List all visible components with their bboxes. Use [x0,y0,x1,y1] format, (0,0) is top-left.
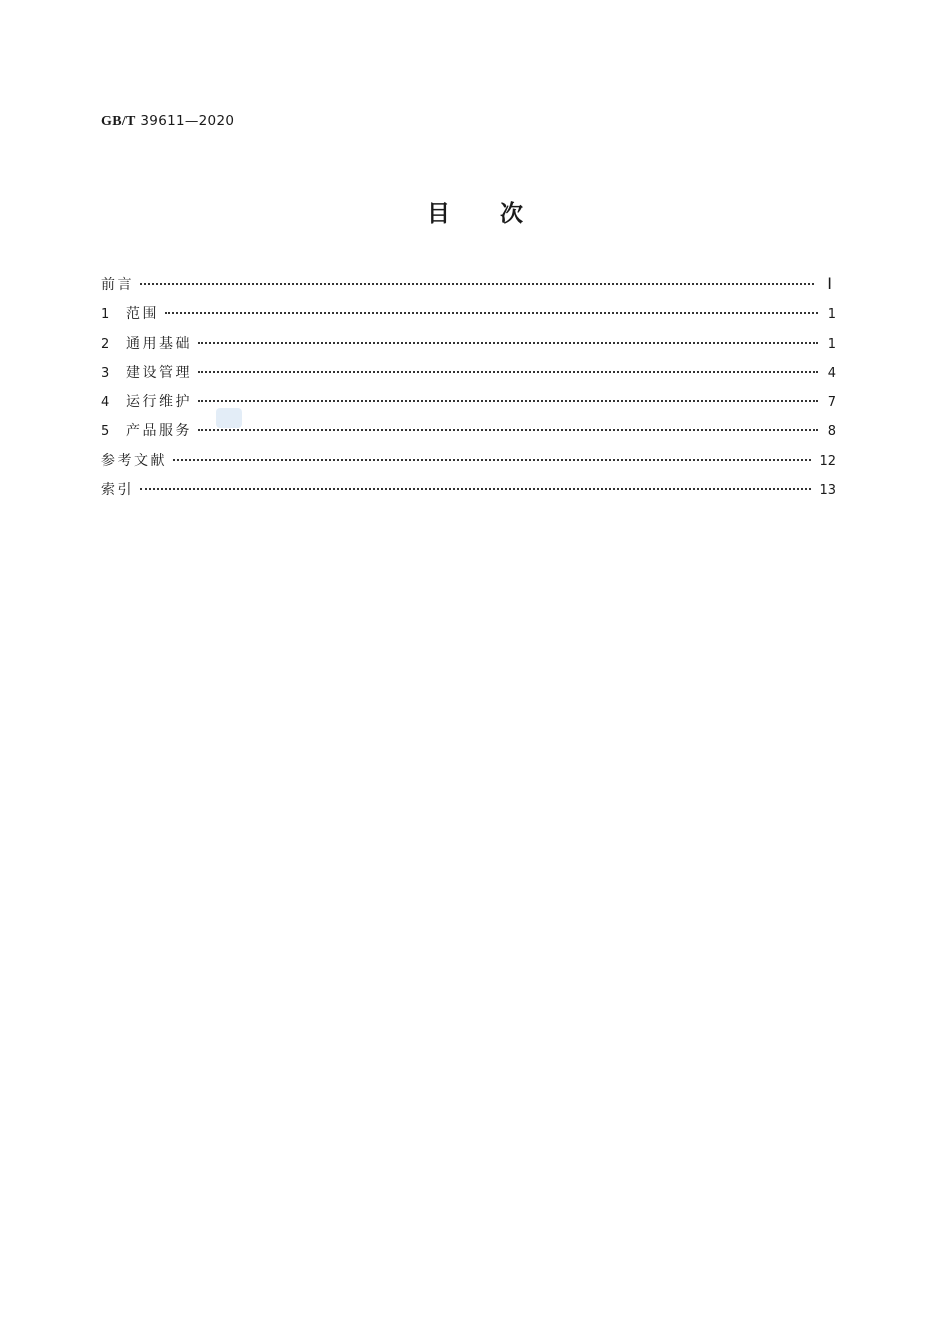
toc-entry-operation-maintenance[interactable] [101,391,836,420]
toc-entry-label: 范围 [126,306,159,323]
toc-entry-page: Ⅰ [827,276,832,293]
toc-entry-page: 8 [827,424,836,440]
toc-entry-label: 参考文献 [101,452,167,469]
dot-leader [140,488,811,490]
toc-entry-number: 1 [101,307,110,323]
toc-title [0,195,950,228]
toc-entry-label: 前言 [101,277,134,293]
toc-title-char-1: 目 [427,201,450,227]
standard-header [101,113,234,130]
dot-leader [198,429,818,431]
dot-leader [198,400,818,402]
standard-number: 39611—2020 [140,113,235,129]
dot-leader [140,283,814,285]
toc-entry-references[interactable] [101,450,836,479]
toc-entry-page: 1 [827,307,836,323]
toc-entry-page: 12 [819,453,836,469]
toc-entry-label: 运行维护 [126,394,192,411]
toc-entry-label: 产品服务 [126,423,192,440]
toc-entry-construction-management[interactable] [101,362,836,391]
dot-leader [198,342,818,344]
toc-entry-label: 通用基础 [126,335,192,352]
toc-entry-scope[interactable] [101,303,836,332]
toc-entry-number: 2 [101,336,110,352]
toc-entry-number: 4 [101,395,110,411]
toc-entry-number: 3 [101,365,110,381]
toc-entry-product-service[interactable] [101,420,836,449]
toc-entry-preface[interactable] [101,274,836,303]
toc-entry-label: 索引 [101,482,134,499]
toc-entry-index[interactable] [101,479,836,508]
dot-leader [173,459,811,461]
dot-leader [165,312,818,314]
standard-code: GB/T [101,114,136,129]
toc-entry-page: 7 [827,395,836,411]
toc-entry-page: 1 [827,336,836,352]
toc-entry-general-basics[interactable] [101,333,836,362]
toc-entry-number: 5 [101,424,110,440]
toc-entry-page: 4 [827,365,836,381]
toc-title-char-2: 次 [500,201,523,227]
table-of-contents [101,274,836,508]
dot-leader [198,371,818,373]
toc-entry-label: 建设管理 [126,364,192,381]
toc-entry-page: 13 [819,483,836,499]
